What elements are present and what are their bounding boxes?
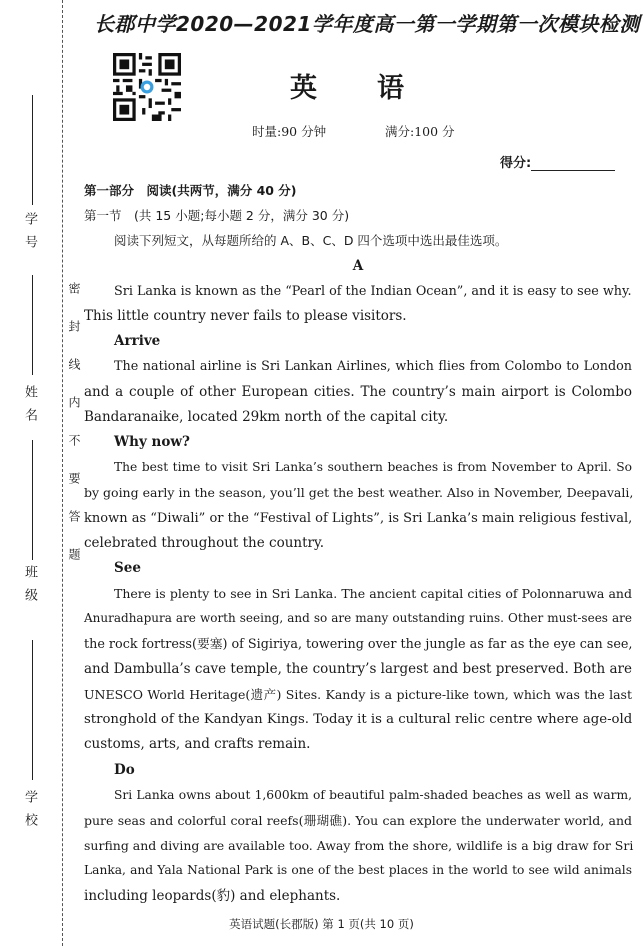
score-label: 得分:: [500, 156, 532, 171]
school-label: 学校: [22, 790, 37, 836]
subject-title: [290, 66, 404, 105]
score-blank[interactable]: [531, 156, 615, 171]
passage-line: including leopards(豹) and elephants.: [84, 887, 341, 904]
passage-letter: A: [352, 257, 364, 274]
why-heading: Why now?: [114, 434, 190, 451]
part-heading: 第一部分 阅读(共两节，满分 40 分): [84, 183, 297, 198]
score-field: [500, 152, 615, 171]
passage-line: customs, arts, and crafts remain.: [84, 736, 311, 753]
passage-line: UNESCO World Heritage(遗产) Sites. Kandy is a picture-like town, which was the last: [84, 687, 632, 703]
subject-char-2: 语: [377, 73, 404, 104]
student-id-blank: [32, 95, 33, 205]
class-blank: [32, 440, 33, 560]
arrive-heading: Arrive: [114, 333, 161, 350]
page-footer: 英语试题(长郡版) 第 1 页(共 10 页): [229, 917, 414, 931]
qr-code-icon: [113, 53, 181, 121]
do-heading: Do: [114, 761, 135, 778]
passage-line: and Dambulla’s cave temple, the country’s largest and best preserved. Both are: [84, 660, 632, 677]
exam-time: 时量:90 分钟: [252, 124, 327, 139]
passage-line: celebrated throughout the country.: [84, 534, 325, 551]
class-label: 班级: [22, 565, 37, 611]
section-heading: 第一节 (共 15 小题;每小题 2 分，满分 30 分): [84, 208, 350, 224]
instruction: 阅读下列短文，从每题所给的 A、B、C、D 四个选项中选出最佳选项。: [114, 233, 508, 249]
passage-line: Lanka, and Yala National Park is one of the best places in the world to see wild animals: [84, 863, 632, 878]
binding-margin: [0, 0, 82, 946]
passage-line: by going early in the season, you’ll get the best weather. Also in November, Deepavali,: [84, 485, 634, 501]
passage-line: Sri Lanka is known as the “Pearl of the Indian Ocean”, and it is easy to see why.: [114, 283, 632, 299]
cut-line: [62, 0, 63, 946]
passage-line: and a couple of other European cities. The country’s main airport is Colombo: [84, 383, 632, 400]
page-content: [84, 178, 632, 909]
exam-title: 长郡中学2020—2021学年度高一第一学期第一次模块检测: [94, 12, 640, 36]
passage-line: This little country never fails to please visitors.: [84, 308, 407, 325]
name-label: 姓名: [22, 385, 37, 431]
passage-line: known as “Diwali” or the “Festival of Lights”, is Sri Lanka’s main religious festival,: [84, 510, 633, 526]
subject-char-1: 英: [290, 73, 317, 104]
school-blank: [32, 640, 33, 780]
passage-line: Anuradhapura are worth seeing, and so are many outstanding ruins. Other must-sees are: [84, 611, 632, 626]
passage-line: The national airline is Sri Lankan Airlines, which flies from Colombo to London: [114, 359, 632, 375]
passage-line: the rock fortress(要塞) of Sigiriya, towering over the jungle as far as the eye can see,: [84, 636, 633, 652]
student-id-label: 学号: [22, 212, 37, 258]
passage-line: pure seas and colorful coral reefs(珊瑚礁). You can explore the underwater world, and: [84, 813, 632, 829]
seal-text: 密封线内不要答题: [67, 282, 81, 586]
passage-line: Bandaranaike, located 29km north of the capital city.: [84, 408, 449, 425]
passage-line: Sri Lanka owns about 1,600km of beautiful palm-shaded beaches as well as warm,: [114, 787, 632, 802]
full-score: 满分:100 分: [385, 124, 455, 139]
name-blank: [32, 275, 33, 375]
passage-line: There is plenty to see in Sri Lanka. The ancient capital cities of Polonnaruwa and: [114, 586, 632, 602]
passage-line: stronghold of the Kandyan Kings. Today it is a cultural relic centre where age-old: [84, 712, 633, 728]
passage-line: The best time to visit Sri Lanka’s southern beaches is from November to April. So: [114, 460, 632, 475]
see-heading: See: [114, 560, 141, 577]
passage-line: surfing and diving are available too. Away from the shore, wildlife is a big draw for Sri: [84, 838, 634, 854]
